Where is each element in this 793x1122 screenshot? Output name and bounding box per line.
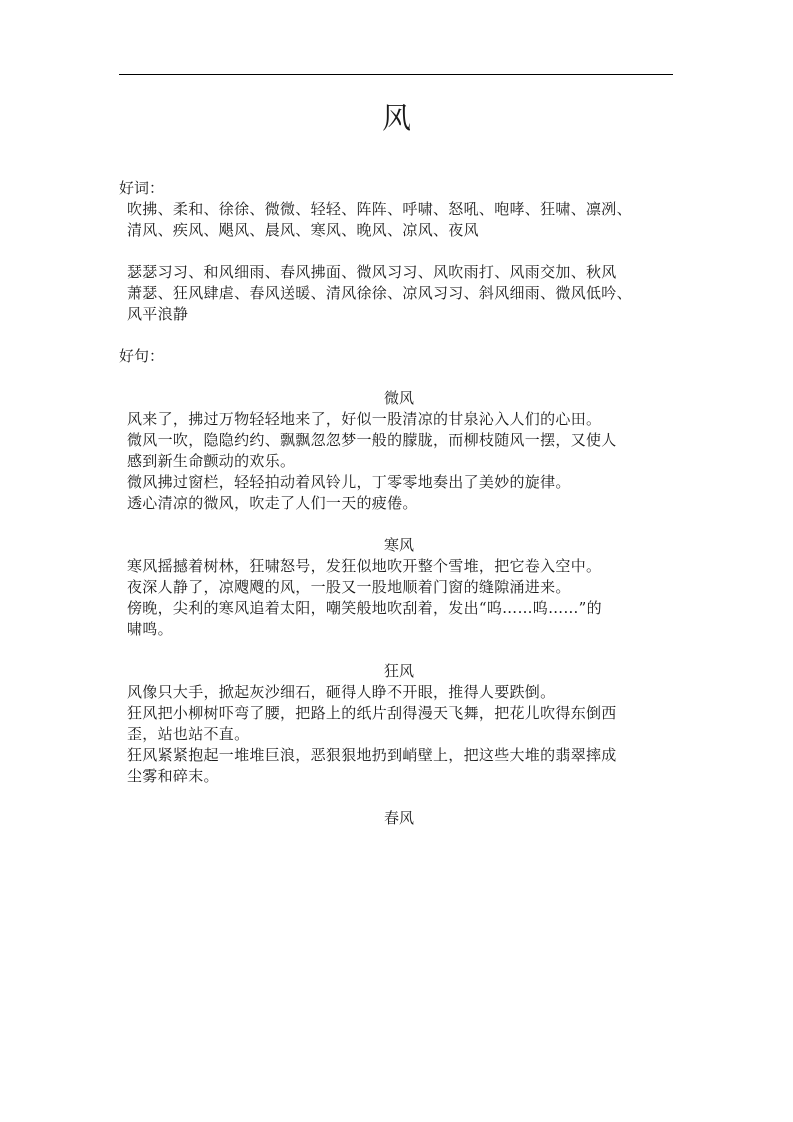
good-words-label: 好词： — [119, 179, 165, 197]
paragraph-line: 歪，站也站不直。 — [127, 725, 250, 743]
section-heading: 狂风 — [383, 662, 414, 680]
good-words-group-1 — [119, 199, 679, 241]
paragraph-line: 寒风摇撼着树林，狂啸怒号，发狂似地吹开整个雪堆，把它卷入空中。 — [127, 557, 602, 575]
section-paragraphs — [119, 556, 679, 640]
paragraph-line: 尘雾和碎末。 — [127, 767, 219, 785]
paragraph-line: 感到新生命颤动的欢乐。 — [127, 452, 296, 470]
paragraph-line: 风来了，拂过万物轻轻地来了，好似一股清凉的甘泉沁入人们的心田。 — [127, 410, 602, 428]
paragraph-line: 傍晚，尖利的寒风追着太阳，嘲笑般地吹刮着，发出“呜……呜……”的 — [127, 599, 602, 617]
page-title: 风 — [381, 101, 411, 135]
good-words-group-2 — [119, 262, 679, 325]
text-line: 清风、疾风、飓风、晨风、寒风、晚风、凉风、夜风 — [127, 221, 479, 239]
section-heading: 寒风 — [383, 536, 414, 554]
text-line: 瑟瑟习习、和风细雨、春风拂面、微风习习、风吹雨打、风雨交加、秋风 — [127, 263, 617, 281]
section-heading: 春风 — [383, 809, 414, 827]
text-line: 吹拂、柔和、徐徐、微微、轻轻、阵阵、呼啸、怒吼、咆哮、狂啸、凛冽、 — [127, 200, 632, 218]
text-line: 萧瑟、狂风肆虐、春风送暖、清风徐徐、凉风习习、斜风细雨、微风低吟、 — [127, 284, 632, 302]
paragraph-line: 狂风紧紧抱起一堆堆巨浪，恶狠狠地扔到峭壁上，把这些大堆的翡翠摔成 — [127, 746, 617, 764]
paragraph-line: 微风拂过窗栏，轻轻拍动着风铃儿，丁零零地奏出了美妙的旋律。 — [127, 473, 571, 491]
text-line: 风平浪静 — [127, 305, 189, 323]
section-paragraphs — [119, 682, 679, 787]
paragraph-line: 微风一吹，隐隐约约、飘飘忽忽梦一般的朦胧，而柳枝随风一摆，又使人 — [127, 431, 617, 449]
paragraph-line: 狂风把小柳树吓弯了腰，把路上的纸片刮得漫天飞舞，把花儿吹得东倒西 — [127, 704, 617, 722]
paragraph-line: 夜深人静了，凉飕飕的风，一股又一股地顺着门窗的缝隙涌进来。 — [127, 578, 571, 596]
section-heading: 微风 — [383, 389, 414, 407]
paragraph-line: 透心清凉的微风，吹走了人们一天的疲倦。 — [127, 494, 418, 512]
good-sentences-label: 好句： — [119, 347, 165, 365]
paragraph-line: 啸鸣。 — [127, 620, 173, 638]
header-rule — [119, 74, 673, 75]
document-body — [119, 178, 679, 829]
section-paragraphs — [119, 409, 679, 514]
paragraph-line: 风像只大手，掀起灰沙细石，砸得人睁不开眼，推得人要跌倒。 — [127, 683, 556, 701]
